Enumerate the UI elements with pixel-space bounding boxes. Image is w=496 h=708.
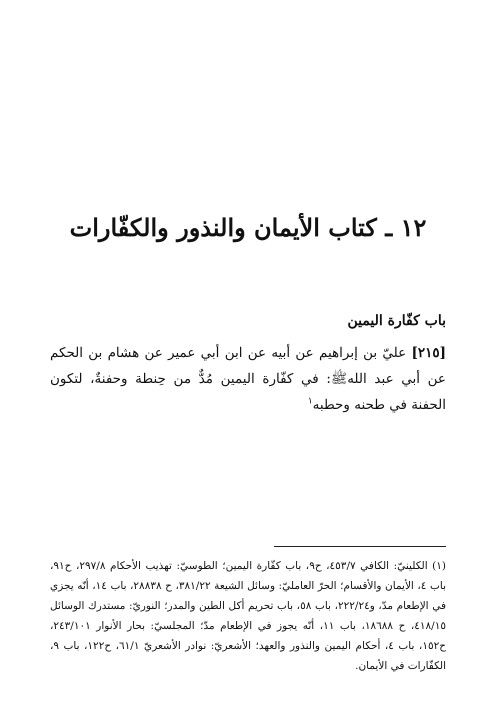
hadith-paragraph bbox=[50, 340, 446, 418]
section-heading: باب كفّارة اليمين bbox=[347, 313, 446, 329]
footnote-marker[interactable]: ١ bbox=[307, 396, 313, 407]
chapter-title: ١٢ ـ كتاب الأيمان والنذور والكفّارات bbox=[69, 213, 427, 242]
footnote-divider bbox=[274, 546, 446, 547]
footnote-text: (١) الكلينيّ: الكافي ٤٥٣/٧، ح٩، باب كفّارة اليمين؛ الطوسيّ: تهذيب الأحكام ٢٩٧/٨، ح٩١، باب ٤، الأيمان والأقسام؛ الحرّ العامليّ: وسائل الشيعة ٣٨١/٢٢، ح ٢٨٨٣٨، باب ١٤، أنّه يجزي في الإطعام مدّ، و٢٢٢/٢٤، باب ٥٨، باب تحريم أكل الطين والمدر؛ النوريّ: مستدرك الوسائل ٤١٨/١٥، ح ١٨٦٨٨، باب ١١، أنّه يجوز في الإطعام مدّ؛ المجلسيّ: بحار الأنوار ٢٤٣/١٠١، ح١٥٢، باب ٤، أحكام اليمين والنذور والعهد؛ الأشعريّ: نوادر الأشعريّ ٦١/١، ح١٢٢، باب ٩، الكفّارات في الأيمان. bbox=[50, 560, 447, 672]
hadith-number: [٢١٥] bbox=[411, 345, 446, 361]
hadith-text: عليّ بن إبراهيم عن أبيه عن ابن أبي عمير عن هشام بن الحكم عن أبي عبد اللهﷺ: في كفّارة اليمين مُدٌّ من حِنطة وحفنةٌ، لتكون الحفنة في طحنه وحطبه bbox=[50, 345, 446, 413]
